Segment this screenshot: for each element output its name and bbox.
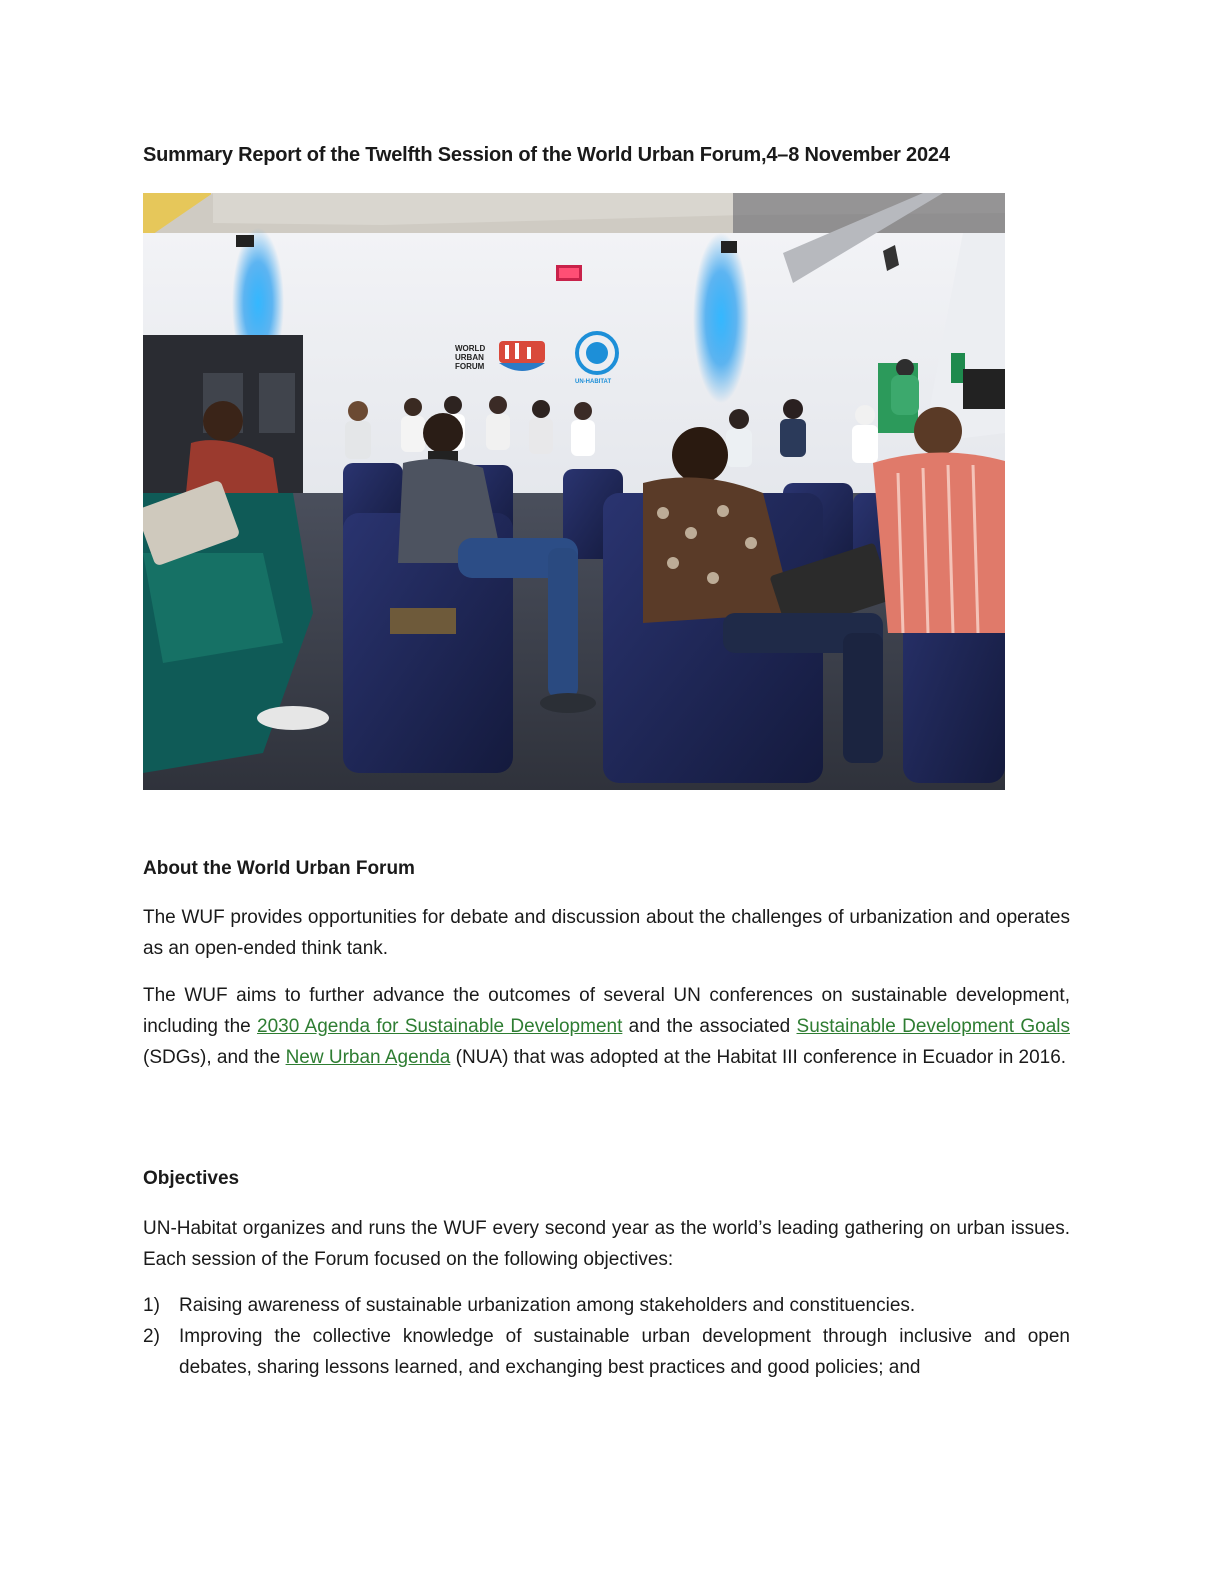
objectives-heading: Objectives [143,1168,240,1189]
list-item-number: 2) [143,1326,160,1347]
about-paragraph-2 [143,980,1070,1073]
svg-text:FORUM: FORUM [455,362,485,371]
list-item [143,1321,1070,1383]
para2-text-3: (SDGs), and the [143,1047,286,1068]
link-2030-agenda[interactable]: 2030 Agenda for Sustainable Development [257,1016,623,1037]
objectives-list [143,1290,1070,1383]
list-item-text: Improving the collective knowledge of sustainable urban development through inclusive and open debates, sharing lessons learned, and exchanging best practices and good policies; and [179,1326,1070,1378]
event-photo [143,193,1005,790]
blue-spotlight [693,233,749,403]
list-item-number: 1) [143,1295,160,1316]
list-item-text: Raising awareness of sustainable urbanization among stakeholders and constituencies. [179,1295,916,1316]
link-new-urban-agenda[interactable]: New Urban Agenda [285,1047,451,1068]
svg-text:URBAN: URBAN [455,353,484,362]
para2-text-2: and the associated [622,1016,797,1037]
light-fixture [236,235,254,247]
objectives-intro: UN-Habitat organizes and runs the WUF every second year as the world’s leading gathering on urban issues. Each session of the Forum focused on the following objectives: [143,1218,1070,1270]
para2-text-4: (NUA) that was adopted at the Habitat III conference in Ecuador in 2016. [450,1047,1067,1068]
para2-text-1: The WUF aims to further advance the outcomes of several UN conferences on sustainable development, including the [143,985,1070,1037]
report-title: Summary Report of the Twelfth Session of the World Urban Forum,4–8 November 2024 [143,144,950,166]
about-paragraph-1: The WUF provides opportunities for debate and discussion about the challenges of urbanization and operates as an open-ended think tank. [143,907,1070,959]
list-item [143,1290,1070,1321]
svg-text:UN-HABITAT: UN-HABITAT [575,379,612,385]
link-sdgs[interactable]: Sustainable Development Goals [796,1016,1070,1037]
about-heading: About the World Urban Forum [143,858,415,879]
svg-text:WORLD: WORLD [455,344,486,353]
light-fixture [721,241,737,253]
